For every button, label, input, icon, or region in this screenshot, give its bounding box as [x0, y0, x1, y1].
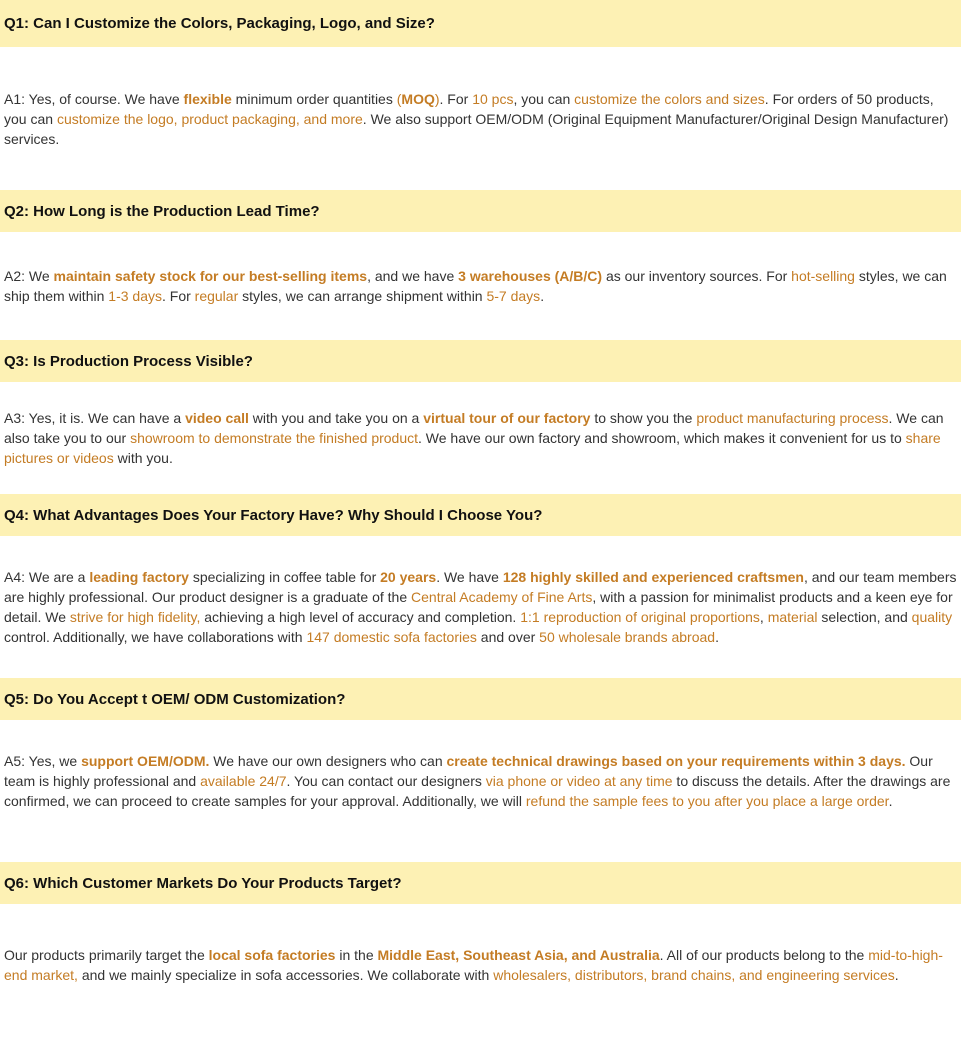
- answer-text: ,: [759, 609, 768, 625]
- answer-text: A3: Yes, it is. We can have a: [4, 410, 186, 426]
- faq-answer-2: [4, 266, 957, 306]
- answer-text: A2: We: [4, 268, 54, 284]
- answer-text: selection, and: [817, 609, 912, 625]
- answer-highlight: support OEM/ODM.: [81, 753, 210, 769]
- answer-text: , and our team members are highly professional. Our product designer is a graduate of the: [4, 569, 957, 605]
- answer-text: .: [540, 288, 545, 304]
- answer-text: . We have our own factory and showroom, which makes it convenient for us to: [418, 430, 906, 446]
- answer-highlight: 128 highly skilled and experienced craftsmen: [502, 569, 804, 585]
- answer-text: A4: We are a: [4, 569, 90, 585]
- answer-highlight: Middle East, Southeast Asia, and Australia: [377, 947, 660, 963]
- question-text: Q1: Can I Customize the Colors, Packaging, Logo, and Size?: [4, 15, 435, 32]
- answer-highlight: wholesalers, distributors, brand chains, and engineering services: [493, 967, 895, 983]
- answer-text: specializing in coffee table for: [188, 569, 381, 585]
- answer-highlight: via phone or video at any time: [485, 773, 673, 789]
- answer-highlight: customize the logo, product packaging, and more: [56, 111, 363, 127]
- answer-text: A5: Yes, we: [4, 753, 82, 769]
- answer-highlight: flexible: [183, 91, 232, 107]
- answer-text: with you.: [113, 450, 173, 466]
- answer-highlight: MOQ: [401, 91, 435, 107]
- answer-text: to show you the: [590, 410, 697, 426]
- answer-text: . For: [161, 288, 195, 304]
- faq-question-6: [0, 862, 961, 904]
- answer-text: .: [894, 967, 899, 983]
- answer-highlight: customize the colors and sizes: [574, 91, 765, 107]
- answer-highlight: material: [767, 609, 818, 625]
- answer-highlight: video call: [185, 410, 249, 426]
- answer-text: A1: Yes, of course. We have: [4, 91, 184, 107]
- faq-answer-1: [4, 89, 957, 149]
- answer-highlight: regular: [194, 288, 239, 304]
- question-text: Q4: What Advantages Does Your Factory Have? Why Should I Choose You?: [4, 506, 543, 524]
- answer-text: . We have: [436, 569, 503, 585]
- faq-question-5: [0, 678, 961, 720]
- answer-text: We have our own designers who can: [209, 753, 447, 769]
- answer-text: in the: [335, 947, 378, 963]
- answer-highlight: create technical drawings based on your requirements within 3 days.: [446, 753, 906, 769]
- answer-highlight: (: [396, 91, 402, 107]
- answer-highlight: leading factory: [89, 569, 189, 585]
- answer-text: . For: [439, 91, 473, 107]
- answer-text: . We also support OEM/ODM (Original Equipment Manufacturer/Original Design Manufacturer) services.: [4, 111, 949, 147]
- answer-highlight: refund the sample fees to you after you place a large order: [525, 793, 889, 809]
- answer-highlight: hot-selling: [791, 268, 855, 284]
- question-text: Q3: Is Production Process Visible?: [4, 352, 253, 370]
- answer-text: . For orders of 50 products, you can: [4, 91, 934, 127]
- answer-highlight: 147 domestic sofa factories: [306, 629, 477, 645]
- answer-highlight: 3 warehouses (A/B/C): [458, 268, 603, 284]
- answer-text: achieving a high level of accuracy and completion.: [200, 609, 521, 625]
- answer-highlight: local sofa factories: [208, 947, 336, 963]
- answer-highlight: share pictures or videos: [4, 430, 941, 466]
- faq-question-2: [0, 190, 961, 232]
- faq-answer-3: [4, 408, 957, 468]
- faq-question-1: [0, 0, 961, 47]
- answer-text: control. Additionally, we have collaborations with: [4, 629, 307, 645]
- faq-question-4: [0, 494, 961, 536]
- answer-text: . All of our products belong to the: [659, 947, 869, 963]
- answer-text: .: [715, 629, 719, 645]
- answer-highlight: 1:1 reproduction of original proportions: [520, 609, 760, 625]
- answer-text: as our inventory sources. For: [602, 268, 792, 284]
- question-text: Q2: How Long is the Production Lead Time?: [4, 202, 320, 220]
- answer-text: minimum order quantities: [231, 91, 397, 107]
- answer-text: styles, we can ship them within: [4, 268, 947, 304]
- answer-text: . You can contact our designers: [286, 773, 486, 789]
- answer-highlight: 5-7 days: [486, 288, 541, 304]
- answer-text: , and we have: [367, 268, 459, 284]
- question-text: Q6: Which Customer Markets Do Your Products Target?: [4, 874, 402, 892]
- answer-highlight: showroom to demonstrate the finished product: [130, 430, 419, 446]
- answer-highlight: ): [434, 91, 440, 107]
- answer-text: .: [888, 793, 893, 809]
- answer-highlight: strive for high fidelity,: [69, 609, 201, 625]
- question-text: Q5: Do You Accept t OEM/ ODM Customization?: [4, 690, 346, 708]
- faq-answer-6: [4, 945, 957, 985]
- answer-text: and over: [476, 629, 540, 645]
- answer-text: , you can: [513, 91, 575, 107]
- answer-highlight: Central Academy of Fine Arts: [411, 589, 593, 605]
- answer-text: Our team is highly professional and: [4, 753, 933, 789]
- faq-question-3: [0, 340, 961, 382]
- answer-highlight: available 24/7: [200, 773, 287, 789]
- answer-highlight: 50 wholesale brands abroad: [539, 629, 716, 645]
- answer-text: and we mainly specialize in sofa accessories. We collaborate with: [77, 967, 494, 983]
- answer-text: . We can also take you to our: [4, 410, 944, 446]
- answer-text: Our products primarily target the: [4, 947, 209, 963]
- answer-highlight: mid-to-high-end market,: [4, 947, 943, 983]
- answer-text: , with a passion for minimalist products and a keen eye for detail. We: [4, 589, 953, 625]
- faq-answer-5: [4, 751, 957, 811]
- answer-highlight: quality: [911, 609, 953, 625]
- answer-text: with you and take you on a: [248, 410, 424, 426]
- answer-highlight: product manufacturing process: [696, 410, 889, 426]
- answer-highlight: virtual tour of our factory: [423, 410, 591, 426]
- answer-highlight: 20 years: [380, 569, 437, 585]
- answer-highlight: maintain safety stock for our best-selling items: [53, 268, 368, 284]
- answer-highlight: 10 pcs: [472, 91, 514, 107]
- answer-highlight: 1-3 days: [108, 288, 162, 304]
- faq-answer-4: [4, 567, 957, 647]
- answer-text: styles, we can arrange shipment within: [238, 288, 487, 304]
- answer-text: to discuss the details. After the drawings are confirmed, we can proceed to create samples for your approval. Additionally, we will: [4, 773, 951, 809]
